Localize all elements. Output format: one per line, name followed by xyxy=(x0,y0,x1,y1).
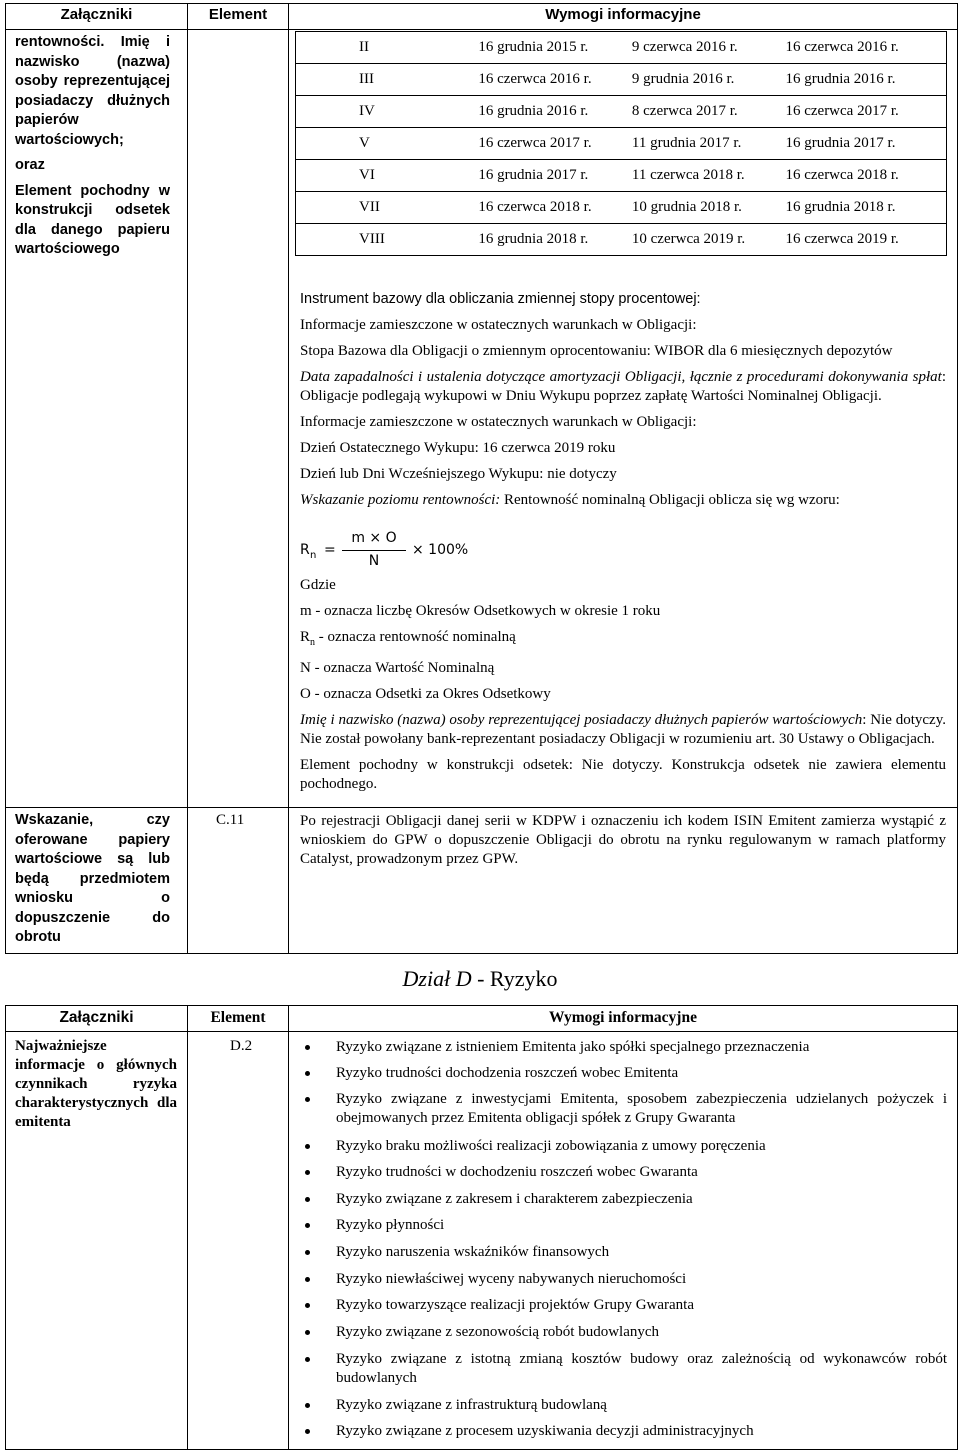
schedule-date: 16 czerwca 2016 r. xyxy=(785,32,946,64)
info-p8-rest: Rentowność nominalną Obligacji oblicza się wg wzoru: xyxy=(500,492,840,508)
risk-item-text: Ryzyko związane z sezonowością robót budowlanych xyxy=(336,1324,660,1340)
schedule-date: 11 czerwca 2018 r. xyxy=(632,160,786,192)
schedule-date: 16 grudnia 2018 r. xyxy=(785,192,946,224)
risk-item-text: Ryzyko trudności dochodzenia roszczeń wobec Emitenta xyxy=(336,1065,679,1081)
formula-fraction-bar xyxy=(342,550,406,551)
schedule-date: 16 czerwca 2017 r. xyxy=(478,128,632,160)
schedule-date: 16 czerwca 2019 r. xyxy=(785,224,946,256)
bullet-icon xyxy=(305,1223,310,1228)
info-p12: N - oznacza Wartość Nominalną xyxy=(300,660,495,676)
d2-left-label xyxy=(15,1037,177,1132)
risk-item-text: Ryzyko niewłaściwej wyceny nabywanych nieruchomości xyxy=(336,1271,687,1287)
header-attachments: Załączniki xyxy=(60,6,133,23)
schedule-date: 16 grudnia 2015 r. xyxy=(478,32,632,64)
schedule-period-number: II xyxy=(296,32,479,64)
bullet-icon xyxy=(305,1330,310,1335)
risk-item xyxy=(305,1137,947,1156)
schedule-row xyxy=(296,224,947,256)
schedule-period-number: VI xyxy=(296,160,479,192)
table2-header-element: Element xyxy=(210,1009,266,1026)
schedule-row xyxy=(296,128,947,160)
schedule-date: 10 grudnia 2018 r. xyxy=(632,192,786,224)
info-p7: Dzień lub Dni Wcześniejszego Wykupu: nie dotyczy xyxy=(300,466,617,482)
risk-item-text: Ryzyko związane z procesem uzyskiwania decyzji administracyjnych xyxy=(336,1423,754,1439)
risk-item xyxy=(305,1190,947,1209)
info-p4 xyxy=(300,368,946,406)
formula-sub: n xyxy=(310,550,317,561)
left-label-top-3: Element pochodny w konstrukcji odsetek dla danego papieru wartościowego xyxy=(15,182,170,257)
schedule-period-number: VIII xyxy=(296,224,479,256)
left-label-top xyxy=(15,33,170,260)
info-p5: Informacje zamieszczone w ostatecznych warunkach w Obligacji: xyxy=(300,414,697,430)
section-title xyxy=(0,966,960,992)
schedule-date: 16 grudnia 2017 r. xyxy=(785,128,946,160)
d2-left-text: Najważniejsze informacje o głównych czynnikach ryzyka charakterystycznych dla emitenta xyxy=(15,1038,177,1130)
info-p11-a: R xyxy=(300,629,311,645)
info-p4-rest: : Obligacje podlegają wykupowi w Dniu Wykupu poprzez zapłatę Wartości Nominalnej Obligacji. xyxy=(300,369,946,404)
risk-item xyxy=(305,1090,947,1128)
info-p4-italic: Data zapadalności i ustalenia dotyczące amortyzacji Obligacji, łącznie z procedurami dokonywania spłat xyxy=(300,369,942,385)
risk-item xyxy=(305,1422,947,1441)
schedule-date: 10 czerwca 2019 r. xyxy=(632,224,786,256)
risk-item-text: Ryzyko płynności xyxy=(336,1217,445,1233)
bullet-icon xyxy=(305,1250,310,1255)
formula-denominator: N xyxy=(368,553,380,569)
schedule-date: 8 czerwca 2017 r. xyxy=(632,96,786,128)
risk-item-text: Ryzyko związane z inwestycjami Emitenta, sposobem zabezpieczenia udzielanych pożyczek i obejmowanych przez Emitenta obligacji spółek z Grupy Gwaranta xyxy=(336,1091,947,1126)
schedule-row xyxy=(296,32,947,64)
interest-info xyxy=(300,290,946,517)
schedule-row xyxy=(296,192,947,224)
info-p10: m - oznacza liczbę Okresów Odsetkowych w okresie 1 roku xyxy=(300,603,661,619)
risk-item-text: Ryzyko trudności w dochodzeniu roszczeń wobec Gwaranta xyxy=(336,1164,698,1180)
schedule-date: 9 czerwca 2016 r. xyxy=(632,32,786,64)
formula-eq: = xyxy=(324,542,336,558)
info-p13: O - oznacza Odsetki za Okres Odsetkowy xyxy=(300,686,551,702)
schedule-period-number: III xyxy=(296,64,479,96)
info-p11-b: - oznacza rentowność nominalną xyxy=(315,629,516,645)
risk-item-text: Ryzyko związane z zakresem i charakterem zabezpieczenia xyxy=(336,1191,693,1207)
schedule-date: 9 grudnia 2016 r. xyxy=(632,64,786,96)
risk-item-text: Ryzyko towarzyszące realizacji projektów Grupy Gwaranta xyxy=(336,1297,694,1313)
info-p11 xyxy=(300,628,946,652)
info-p3: Stopa Bazowa dla Obligacji o zmiennym oprocentowaniu: WIBOR dla 6 miesięcznych depozytów xyxy=(300,343,893,359)
risk-item xyxy=(305,1270,947,1289)
bullet-icon xyxy=(305,1170,310,1175)
schedule-table xyxy=(295,31,947,256)
info-p6: Dzień Ostatecznego Wykupu: 16 czerwca 2019 roku xyxy=(300,440,616,456)
risk-item xyxy=(305,1243,947,1262)
schedule-date: 16 grudnia 2017 r. xyxy=(478,160,632,192)
info-p8 xyxy=(300,491,946,510)
risk-item-text: Ryzyko związane z infrastrukturą budowlaną xyxy=(336,1397,607,1413)
left-label-top-2: oraz xyxy=(15,157,45,173)
c11-text: Po rejestracji Obligacji danej serii w KDPW i oznaczeniu ich kodem ISIN Emitent zamierza wystąpić z wnioskiem do GPW o dopuszczenie Obligacji do obrotu na rynku regulowanym w ramach platformy Catalyst, prowadzonym przez GPW. xyxy=(300,813,946,867)
header-requirements: Wymogi informacyjne xyxy=(545,6,701,23)
info-p9: Gdzie xyxy=(300,577,336,593)
bullet-icon xyxy=(305,1403,310,1408)
risk-item xyxy=(305,1396,947,1415)
schedule-row xyxy=(296,64,947,96)
schedule-period-number: IV xyxy=(296,96,479,128)
risk-item-text: Ryzyko braku możliwości realizacji zobowiązania z umowy poręczenia xyxy=(336,1138,766,1154)
table2-header-requirements: Wymogi informacyjne xyxy=(549,1009,697,1026)
schedule-date: 16 czerwca 2016 r. xyxy=(478,64,632,96)
schedule-date: 16 grudnia 2018 r. xyxy=(478,224,632,256)
d2-element: D.2 xyxy=(230,1038,253,1054)
table2-header-attachments: Załączniki xyxy=(59,1009,134,1026)
formula-lhs: R xyxy=(300,542,310,558)
risk-item-text: Ryzyko naruszenia wskaźników finansowych xyxy=(336,1244,610,1260)
schedule-date: 16 czerwca 2017 r. xyxy=(785,96,946,128)
info-p14 xyxy=(300,711,946,749)
bullet-icon xyxy=(305,1429,310,1434)
info-p11-sub: n xyxy=(310,637,316,648)
risk-item xyxy=(305,1296,947,1315)
risk-item xyxy=(305,1064,947,1083)
bullet-icon xyxy=(305,1197,310,1202)
risk-item-text: Ryzyko związane z istotną zmianą kosztów budowy oraz zależnością od wykonawców robót budowlanych xyxy=(336,1351,947,1386)
schedule-row xyxy=(296,96,947,128)
info-p15: Element pochodny w konstrukcji odsetek: Nie dotyczy. Konstrukcja odsetek nie zawiera elementu pochodnego. xyxy=(300,757,946,792)
schedule-date: 16 czerwca 2018 r. xyxy=(785,160,946,192)
schedule-period-number: VII xyxy=(296,192,479,224)
bullet-icon xyxy=(305,1045,310,1050)
risk-item-text: Ryzyko związane z istnieniem Emitenta jako spółki specjalnego przeznaczenia xyxy=(336,1039,810,1055)
c11-left-text: Wskazanie, czy oferowane papiery wartościowe są lub będą przedmiotem wniosku o dopuszczenie do obrotu xyxy=(15,812,170,945)
bullet-icon xyxy=(305,1277,310,1282)
schedule-date: 16 grudnia 2016 r. xyxy=(785,64,946,96)
info-p1: Instrument bazowy dla obliczania zmiennej stopy procentowej: xyxy=(300,291,701,307)
risk-item xyxy=(305,1350,947,1388)
risk-item xyxy=(305,1216,947,1235)
info-p14-rest: : Nie dotyczy. Nie został powołany bank-reprezentant posiadaczy Obligacji w rozumieniu art. 30 Ustawy o Obligacjach. xyxy=(300,712,946,747)
schedule-date: 11 grudnia 2017 r. xyxy=(632,128,786,160)
left-label-top-1: rentowności. Imię i nazwisko (nazwa) osoby reprezentującej posiadaczy dłużnych papierów wartościowych; xyxy=(15,34,170,148)
schedule-period-number: V xyxy=(296,128,479,160)
risk-item xyxy=(305,1163,947,1182)
schedule-date: 16 czerwca 2018 r. xyxy=(478,192,632,224)
risk-item xyxy=(305,1323,947,1342)
info-p8-italic: Wskazanie poziomu rentowności: xyxy=(300,492,501,508)
bullet-icon xyxy=(305,1071,310,1076)
bullet-icon xyxy=(305,1144,310,1149)
bullet-icon xyxy=(305,1097,310,1102)
header-element: Element xyxy=(208,6,268,23)
yield-formula xyxy=(300,530,600,574)
schedule-date: 16 grudnia 2016 r. xyxy=(478,96,632,128)
bullet-icon xyxy=(305,1357,310,1362)
formula-numerator: m × O xyxy=(351,530,397,546)
schedule-row xyxy=(296,160,947,192)
info-p14-italic: Imię i nazwisko (nazwa) osoby reprezentującej posiadaczy dłużnych papierów wartościowych xyxy=(300,712,863,728)
section-title-italic: Dział D xyxy=(402,966,472,991)
formula-legend xyxy=(300,576,946,801)
risk-item xyxy=(305,1038,947,1057)
formula-multiplier: × 100% xyxy=(412,542,469,558)
section-title-rest: - Ryzyko xyxy=(471,966,558,991)
c11-element: C.11 xyxy=(216,812,245,828)
bullet-icon xyxy=(305,1303,310,1308)
info-p2: Informacje zamieszczone w ostatecznych warunkach w Obligacji: xyxy=(300,317,697,333)
c11-left-label xyxy=(15,811,170,948)
